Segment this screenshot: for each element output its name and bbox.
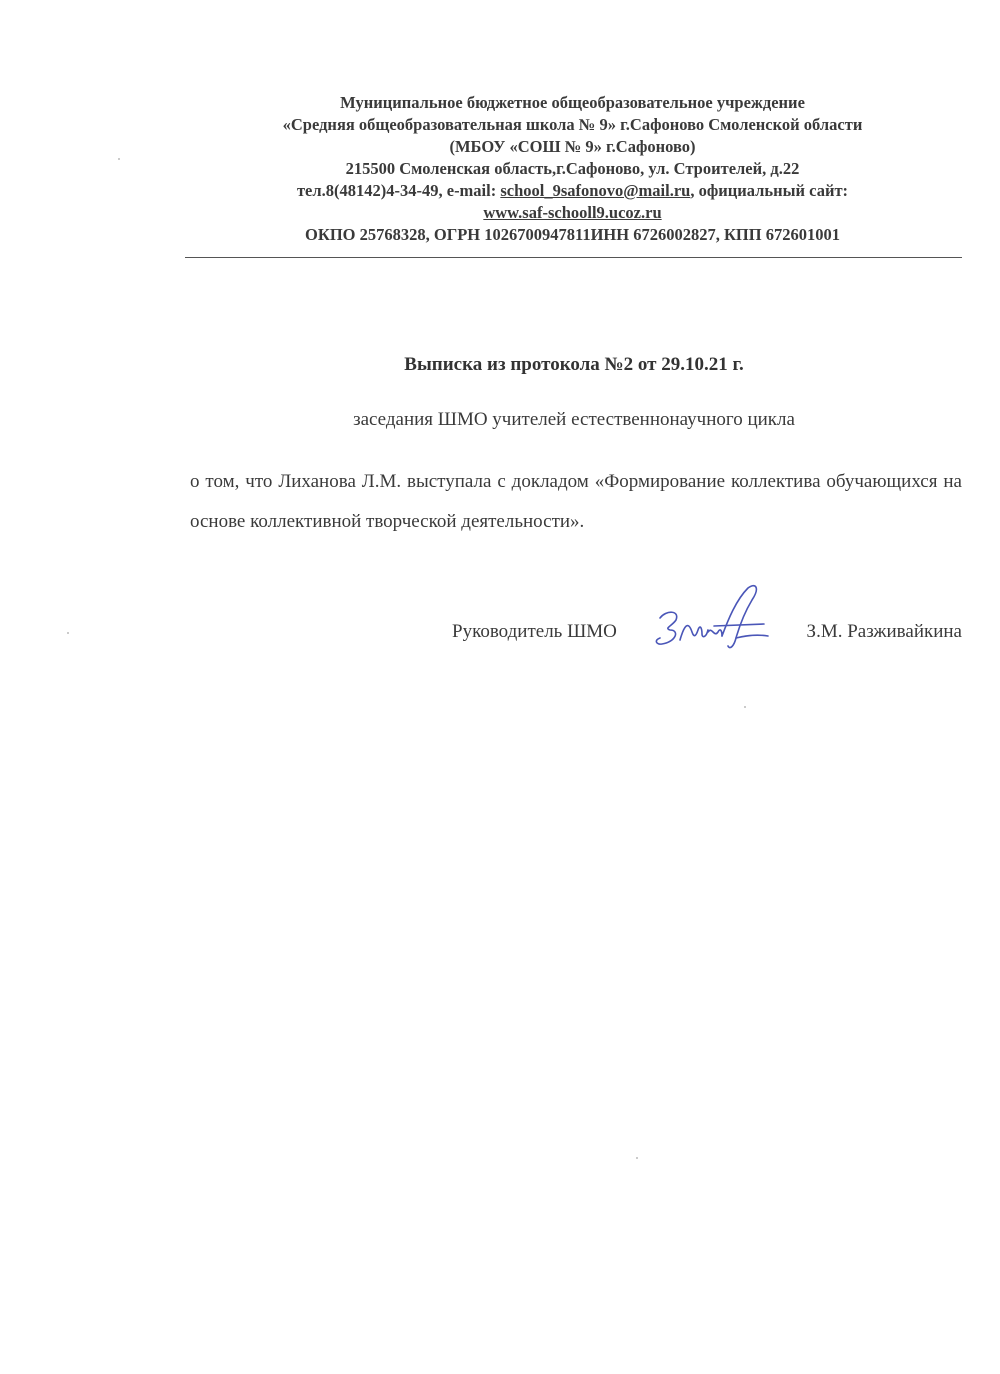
document-subtitle: заседания ШМО учителей естественнонаучного цикла xyxy=(353,409,795,430)
phone-text: тел.8(48142)4-34-49, e-mail: xyxy=(296,181,501,200)
signature-ink xyxy=(656,586,768,648)
scan-speck xyxy=(118,158,120,160)
letterhead-contacts xyxy=(185,180,960,202)
letterhead-registration: ОКПО 25768328, ОГРН 1026700947811ИНН 6726002827, КПП 672601001 xyxy=(305,225,840,244)
letterhead-org-short: (МБОУ «СОШ № 9» г.Сафоново) xyxy=(449,137,696,156)
signatory-name: З.М. Разживайкина xyxy=(806,621,962,642)
handwritten-signature xyxy=(652,580,772,660)
email-link[interactable]: school_9safonovo@mail.ru xyxy=(500,181,691,200)
scan-speck xyxy=(636,1157,638,1159)
scan-speck xyxy=(744,706,746,708)
letterhead xyxy=(185,92,960,246)
website-link[interactable]: www.saf-schooll9.ucoz.ru xyxy=(483,203,662,222)
document-body: о том, что Лиханова Л.М. выступала с докладом «Формирование коллектива обучающихся на основе коллективной творческой деятельности». xyxy=(190,471,962,532)
signature-block xyxy=(0,580,962,660)
letterhead-org-name: «Средняя общеобразовательная школа № 9» г.Сафоново Смоленской области xyxy=(282,115,863,134)
letterhead-org-type: Муниципальное бюджетное общеобразовательное учреждение xyxy=(340,93,805,112)
letterhead-divider xyxy=(185,257,962,258)
letterhead-website-line xyxy=(185,202,960,224)
scan-speck xyxy=(67,632,69,634)
signatory-title: Руководитель ШМО xyxy=(452,621,617,642)
site-label: , официальный сайт: xyxy=(690,181,849,200)
letterhead-address: 215500 Смоленская область,г.Сафоново, ул. Строителей, д.22 xyxy=(345,159,800,178)
document-title: Выписка из протокола №2 от 29.10.21 г. xyxy=(404,354,744,375)
